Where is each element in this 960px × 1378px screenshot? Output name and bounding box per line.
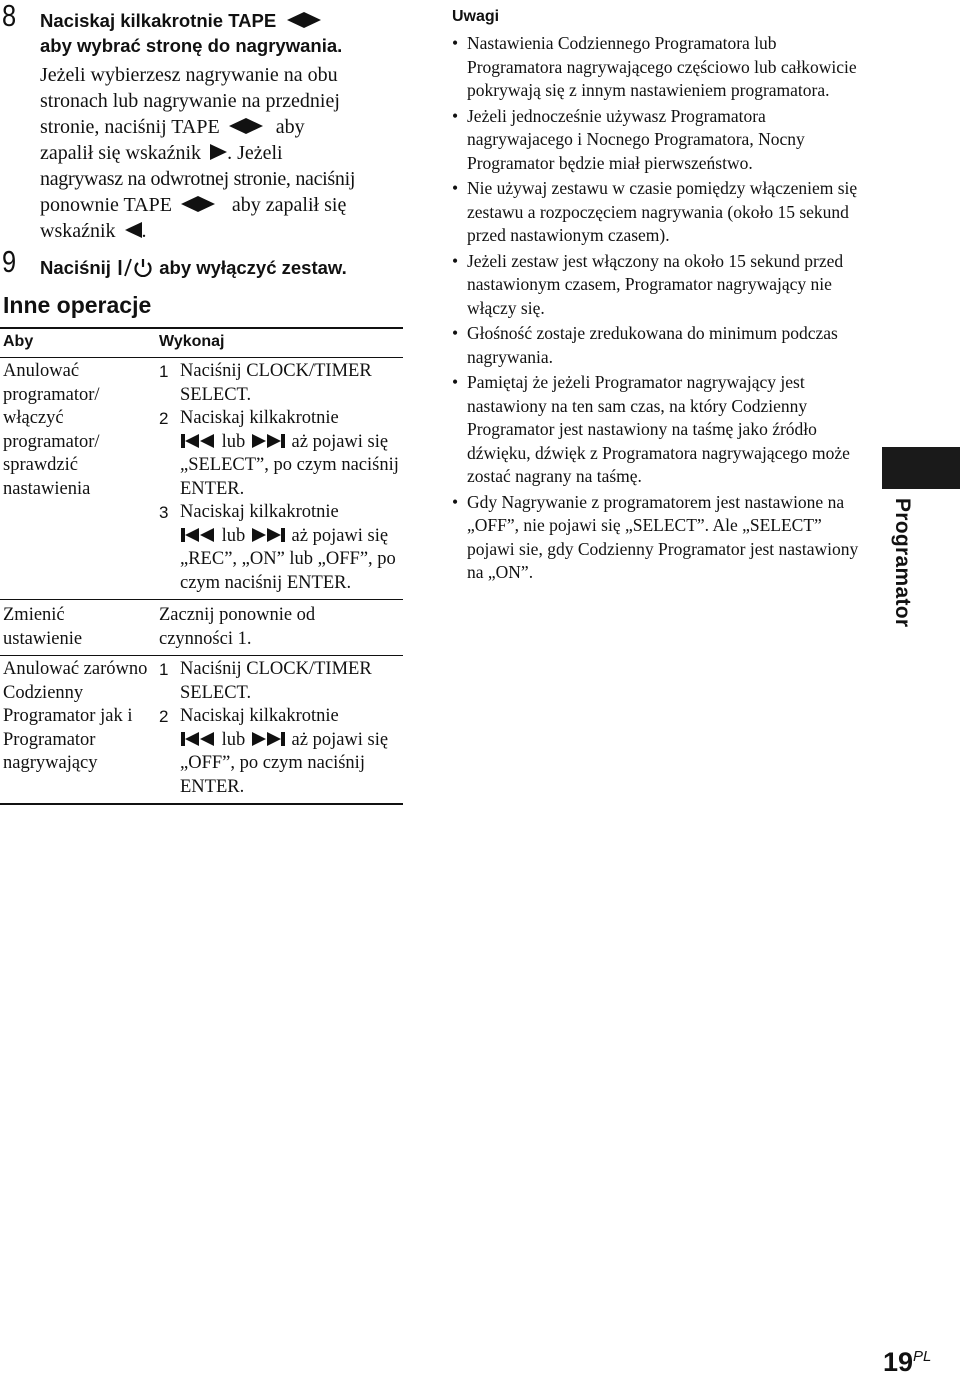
- bullet-icon: •: [452, 372, 459, 392]
- note-text: Pamiętaj że jeżeli Programator nagrywający jest nastawiony na ten sam czas, na który Codzienny Programator jest nastawiony na taśmę jako źródło dźwięku, dźwięk z Programatora nagrywającego może zostać nagrany na taśmę.: [467, 372, 850, 486]
- table-rule: [0, 327, 403, 329]
- table-row-actions: [159, 360, 403, 595]
- step-title: [40, 255, 347, 283]
- item-number: 2: [159, 409, 169, 428]
- bullet-icon: •: [452, 491, 459, 512]
- step-body-text: zapalił się wskaźnik: [40, 142, 202, 164]
- step-body-text: nagrywasz na odwrotnej stronie, naciśnij: [40, 168, 356, 190]
- step-number: 8: [2, 0, 17, 33]
- triangle-left-icon: [287, 12, 304, 28]
- list-item: [452, 371, 862, 489]
- step-body-text: wskaźnik: [40, 220, 116, 242]
- item-number: 3: [159, 503, 169, 522]
- item-text: Naciśnij CLOCK/TIMER SELECT.: [180, 361, 372, 405]
- bullet-icon: •: [452, 250, 459, 271]
- notes-column: [452, 8, 862, 587]
- bullet-icon: •: [452, 33, 459, 53]
- list-item: [159, 705, 403, 799]
- item-number: 1: [159, 362, 169, 381]
- skip-forward-icon: [250, 527, 287, 543]
- bullet-icon: •: [452, 105, 459, 126]
- item-text: Naciskaj kilkakrotnie: [180, 502, 339, 522]
- triangle-right-icon: [210, 144, 227, 160]
- power-icon: [116, 257, 154, 283]
- table-rule: [0, 599, 403, 600]
- item-text: lub: [221, 525, 246, 546]
- step-title-text: Naciśnij: [40, 257, 111, 278]
- table-row-actions: Zacznij ponownie od czynności 1.: [159, 605, 316, 649]
- step-number: 9: [2, 244, 17, 279]
- step-body-text: ponownie TAPE: [40, 194, 172, 216]
- list-item: [452, 322, 862, 369]
- bullet-icon: •: [452, 323, 459, 343]
- skip-back-icon: [180, 527, 217, 543]
- list-item: [159, 658, 403, 705]
- step-title: [40, 8, 342, 58]
- notes-title: Uwagi: [452, 8, 500, 25]
- item-text: aż pojawi się „OFF”, po czym naciśnij ENTER.: [180, 729, 389, 797]
- table-row-purpose: Anulować programator/ włączyć programator/ sprawdzić nastawienia: [3, 361, 100, 499]
- step-title-line: aby wybrać stronę do nagrywania.: [40, 35, 343, 56]
- skip-back-icon: [180, 433, 217, 449]
- table-header-wykonaj: Wykonaj: [159, 333, 225, 350]
- note-text: Jeżeli jednocześnie używasz Programatora nagrywajacego i Nocnego Programatora, Nocny Programator będzie miał pierwszeństwo.: [467, 105, 805, 173]
- table-rule: [0, 803, 403, 805]
- step-body-text: aby zapalił się: [231, 194, 347, 216]
- note-text: Głośność zostaje zredukowana do minimum podczas nagrywania.: [467, 323, 838, 367]
- list-item: [452, 491, 862, 585]
- step-body-text: aby: [275, 116, 305, 138]
- table-row-purpose: Anulować zarówno Codzienny Programator jak i Programator nagrywający: [3, 659, 148, 773]
- list-item: [159, 360, 403, 407]
- page-number: [883, 1347, 931, 1378]
- triangle-left-icon: [181, 196, 198, 212]
- item-number: 1: [159, 660, 169, 679]
- item-text: lub: [221, 431, 246, 452]
- item-text: aż pojawi się „REC”, „ON” lub „OFF”, po czym naciśnij ENTER.: [180, 525, 396, 593]
- note-text: Nie używaj zestawu w czasie pomiędzy włączeniem się zestawu a rozpoczęciem nagrywania (około 15 sekund przed nastawionym czasem).: [467, 178, 858, 245]
- list-item: [452, 250, 862, 321]
- table-rule: [0, 357, 403, 358]
- triangle-right-icon: [198, 196, 215, 212]
- list-item: [159, 501, 403, 595]
- skip-forward-icon: [250, 731, 287, 747]
- item-text: Naciskaj kilkakrotnie: [180, 408, 339, 428]
- step-body: [40, 62, 410, 244]
- skip-back-icon: [180, 731, 217, 747]
- skip-forward-icon: [250, 433, 287, 449]
- table-rule: [0, 655, 403, 656]
- table-row-actions: [159, 658, 403, 799]
- note-text: Nastawienia Codziennego Programatora lub Programatora nagrywającego częściowo lub całkowicie pokrywają się z innym nastawieniem programatora.: [467, 33, 857, 100]
- table-row-purpose: Zmienić ustawienie: [3, 605, 83, 649]
- triangle-left-icon: [229, 118, 246, 134]
- step-body-text: Jeżeli wybierzesz nagrywanie na obu: [40, 64, 338, 86]
- bullet-icon: •: [452, 178, 459, 198]
- list-item: [452, 105, 862, 176]
- step-body-text: stronie, naciśnij TAPE: [40, 116, 220, 138]
- chapter-tab-marker: [882, 447, 960, 489]
- chapter-tab-label: Programator: [891, 498, 914, 628]
- list-item: [452, 177, 862, 248]
- item-number: 2: [159, 707, 169, 726]
- item-text: Naciskaj kilkakrotnie: [180, 706, 339, 726]
- table-header-aby: Aby: [3, 333, 34, 350]
- triangle-left-icon: [125, 222, 142, 238]
- section-title: Inne operacje: [3, 292, 152, 318]
- list-item: [159, 407, 403, 501]
- page-language-suffix: PL: [913, 1348, 932, 1365]
- note-text: Jeżeli zestaw jest włączony na około 15 sekund przed nastawionym czasem, Programator nagrywający nie włączy się.: [467, 250, 844, 318]
- step-body-text: . Jeżeli: [227, 142, 283, 164]
- item-text: aż pojawi się „SELECT”, po czym naciśnij ENTER.: [180, 431, 399, 499]
- step-body-text: .: [141, 220, 147, 242]
- step-title-text: aby wyłączyć zestaw.: [159, 257, 347, 278]
- step-body-text: stronach lub nagrywanie na przedniej: [40, 90, 340, 112]
- item-text: lub: [221, 729, 246, 750]
- note-text: Gdy Nagrywanie z programatorem jest nastawione na „OFF”, nie pojawi się „SELECT”. Ale „SELECT” pojawi sie, gdy Codzienny Programator jest nastawiony na „ON”.: [467, 491, 859, 582]
- item-text: Naciśnij CLOCK/TIMER SELECT.: [180, 659, 372, 703]
- page-number-value: 19: [883, 1347, 914, 1377]
- step-title-line: Naciskaj kilkakrotnie TAPE: [40, 10, 277, 31]
- list-item: [452, 32, 862, 103]
- triangle-right-icon: [304, 12, 321, 28]
- triangle-right-icon: [246, 118, 263, 134]
